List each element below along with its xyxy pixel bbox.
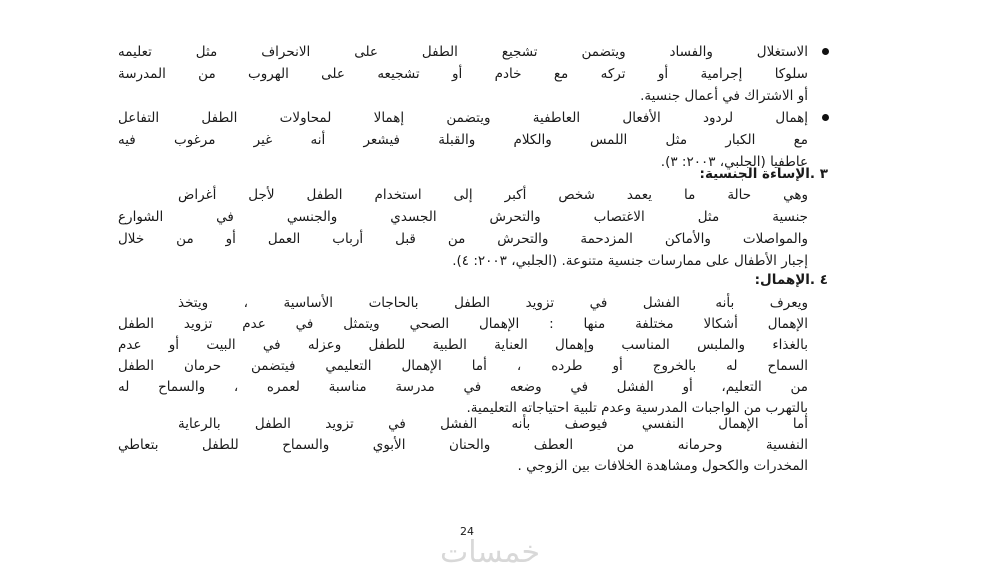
text-line: إجبار الأطفال على ممارسات جنسية متنوعة. (الجلبي، ٢٠٠٣: ٤). [452, 253, 808, 269]
text-line: وهي حالة ما يعمد شخص أكبر إلى استخدام الطفل لأجل أغراض [178, 187, 808, 203]
text-line: عاطفيا (الجلبي، ٢٠٠٣: ٣). [660, 154, 808, 170]
bullet-icon [822, 48, 829, 55]
text-line: بالتهرب من الواجبات المدرسية وعدم تلبية احتياجاته التعليمية. [466, 400, 808, 416]
bullet-icon [822, 114, 829, 121]
text-line: بالغذاء والملبس المناسب وإهمال العناية الطبية للطفل وعزله في البيت أو عدم [118, 337, 808, 353]
text-line: السماح له بالخروج أو طرده ، أما الإهمال التعليمي فيتضمن حرمان الطفل [118, 358, 808, 374]
text-line: من التعليم، أو الفشل في وضعه في مدرسة مناسبة لعمره ، والسماح له [118, 379, 808, 395]
text-line: المخدرات والكحول ومشاهدة الخلافات بين الزوجي . [517, 458, 808, 474]
text-line: الاستغلال والفساد ويتضمن تشجيع الطفل على الانحراف مثل تعليمه [118, 44, 808, 60]
text-line: ويعرف بأنه الفشل في تزويد الطفل بالحاجات الأساسية ، ويتخذ [178, 295, 808, 311]
text-line: النفسية وحرمانه من العطف والحنان الأبوي والسماح للطفل بتعاطي [118, 437, 808, 453]
text-line: سلوكا إجرامية أو تركه مع خادم أو تشجيعه على الهروب من المدرسة [118, 66, 808, 82]
section-heading: ٤ .الإهمال: [754, 272, 828, 288]
text-line: أو الاشتراك في أعمال جنسية. [640, 88, 808, 104]
text-line: إهمال لردود الأفعال العاطفية ويتضمن إهمالا لمحاولات الطفل التفاعل [118, 110, 808, 126]
text-line: والمواصلات والأماكن المزدحمة والتحرش من قبل أرباب العمل أو من خلال [118, 231, 808, 247]
section-heading: ٣ .الإساءة الجنسية: [699, 166, 828, 182]
text-line: مع الكبار مثل اللمس والكلام والقبلة فيشعر أنه غير مرغوب فيه [118, 132, 808, 148]
text-line: جنسية مثل الاغتصاب والتحرش الجسدي والجنسي في الشوارع [118, 209, 808, 225]
text-line: أما الإهمال النفسي فيوصف بأنه الفشل في تزويد الطفل بالرعاية [178, 416, 808, 432]
watermark-logo: خمسات [440, 535, 541, 570]
page-number: 24 [460, 525, 474, 538]
text-line: الإهمال أشكالا مختلفة منها : الإهمال الصحي ويتمثل في عدم تزويد الطفل [118, 316, 808, 332]
